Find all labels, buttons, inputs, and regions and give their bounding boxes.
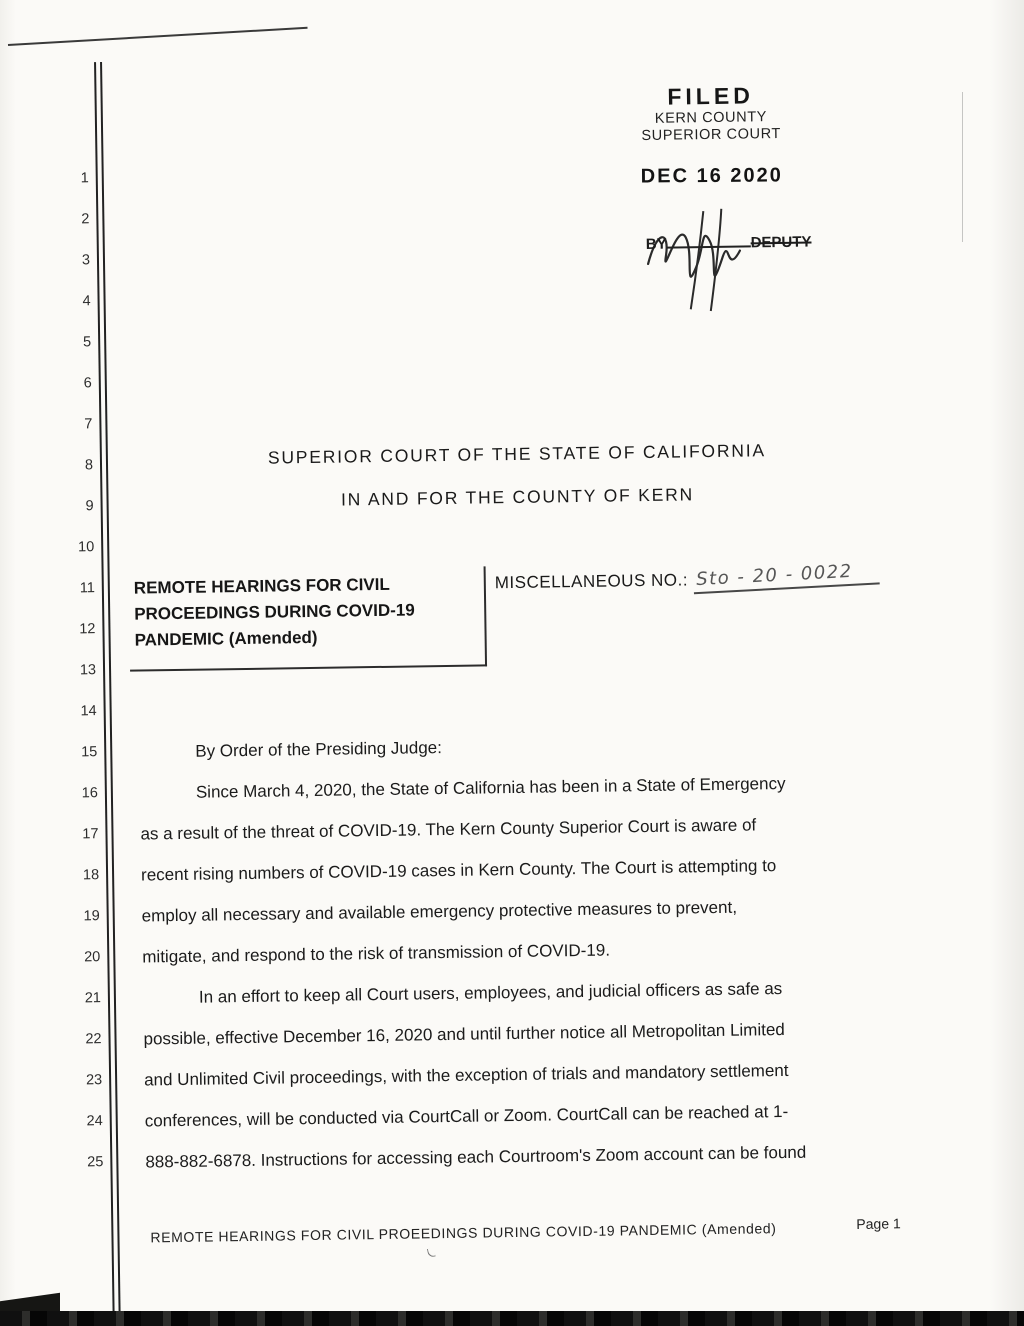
body-line: Since March 4, 2020, the State of California has been in a State of Emergency bbox=[195, 773, 786, 802]
line-number: 25 bbox=[87, 1154, 104, 1171]
line-number: 19 bbox=[83, 908, 100, 925]
line-number: 1 bbox=[80, 170, 89, 187]
court-title: SUPERIOR COURT OF THE STATE OF CALIFORNIA bbox=[267, 440, 767, 468]
case-title: REMOTE HEARINGS FOR CIVIL PROCEEDINGS DURING COVID-19 PANDEMIC (Amended) bbox=[133, 574, 415, 650]
body-line: possible, effective December 16, 2020 and until further notice all Metropolitan Limited bbox=[143, 1019, 785, 1049]
line-number: 8 bbox=[84, 457, 94, 474]
case-caption-box bbox=[129, 566, 487, 671]
line-number: 9 bbox=[85, 498, 94, 515]
line-number: 15 bbox=[81, 744, 98, 761]
line-number: 5 bbox=[82, 334, 92, 351]
filed-stamp bbox=[591, 81, 831, 253]
by-label: BY bbox=[645, 235, 667, 253]
filed-stamp-court-line2: SUPERIOR COURT bbox=[641, 125, 782, 144]
body-line: as a result of the threat of COVID-19. The Kern County Superior Court is aware of bbox=[140, 815, 757, 844]
filed-stamp-title: FILED bbox=[667, 82, 755, 110]
filed-stamp-court-line1: KERN COUNTY bbox=[654, 109, 768, 127]
line-number: 2 bbox=[81, 211, 90, 228]
line-number: 22 bbox=[85, 1031, 102, 1048]
body-line: and Unlimited Civil proceedings, with the exception of trials and mandatory settlement bbox=[144, 1060, 789, 1090]
by-signature-line bbox=[667, 234, 751, 248]
deputy-label: DEPUTY bbox=[750, 233, 812, 252]
line-number: 6 bbox=[83, 375, 92, 392]
misc-number-handwritten-value: Sto - 20 - 0022 bbox=[693, 559, 880, 594]
line-number: 10 bbox=[77, 539, 95, 556]
body-line: mitigate, and respond to the risk of transmission of COVID-19. bbox=[142, 940, 611, 967]
filed-by-row bbox=[646, 234, 812, 253]
body-line: 888-882-6878. Instructions for accessing each Courtroom's Zoom account can be found bbox=[145, 1142, 807, 1172]
line-number: 11 bbox=[79, 580, 95, 597]
line-number: 14 bbox=[80, 703, 97, 720]
court-subtitle: IN AND FOR THE COUNTY OF KERN bbox=[340, 484, 695, 510]
body-line: conferences, will be conducted via CourtCall or Zoom. CourtCall can be reached at 1- bbox=[144, 1101, 789, 1131]
scan-smudge-mark bbox=[427, 1248, 436, 1258]
order-body-text bbox=[139, 720, 946, 1183]
body-line: In an effort to keep all Court users, employees, and judicial officers as safe as bbox=[198, 979, 783, 1007]
line-number: 18 bbox=[82, 867, 100, 884]
line-number: 4 bbox=[82, 293, 91, 310]
body-line: By Order of the Presiding Judge: bbox=[195, 738, 443, 761]
line-number: 17 bbox=[82, 826, 99, 843]
footer-page-number: Page 1 bbox=[856, 1215, 901, 1232]
line-number: 3 bbox=[81, 252, 91, 269]
scan-artifact-bottom-strip bbox=[0, 1311, 1024, 1326]
line-number: 12 bbox=[79, 621, 96, 638]
misc-number-label: MISCELLANEOUS NO.: bbox=[494, 570, 689, 593]
line-number: 24 bbox=[86, 1113, 103, 1130]
line-number: 13 bbox=[79, 662, 97, 679]
case-number-row bbox=[494, 560, 880, 598]
line-number: 16 bbox=[81, 785, 99, 802]
deputy-signature-scribble bbox=[641, 204, 755, 318]
line-number: 21 bbox=[84, 990, 102, 1007]
body-line: recent rising numbers of COVID-19 cases in Kern County. The Court is attempting to bbox=[140, 856, 777, 885]
line-number: 20 bbox=[84, 949, 101, 966]
line-number: 23 bbox=[85, 1072, 103, 1089]
footer-document-title: REMOTE HEARINGS FOR CIVIL PROEEDINGS DURING COVID-19 PANDEMIC (Amended) bbox=[150, 1220, 777, 1246]
line-number: 7 bbox=[84, 416, 93, 433]
body-line: employ all necessary and available emergency protective measures to prevent, bbox=[141, 897, 738, 926]
filed-date-stamp: DEC 16 2020 bbox=[640, 164, 783, 188]
